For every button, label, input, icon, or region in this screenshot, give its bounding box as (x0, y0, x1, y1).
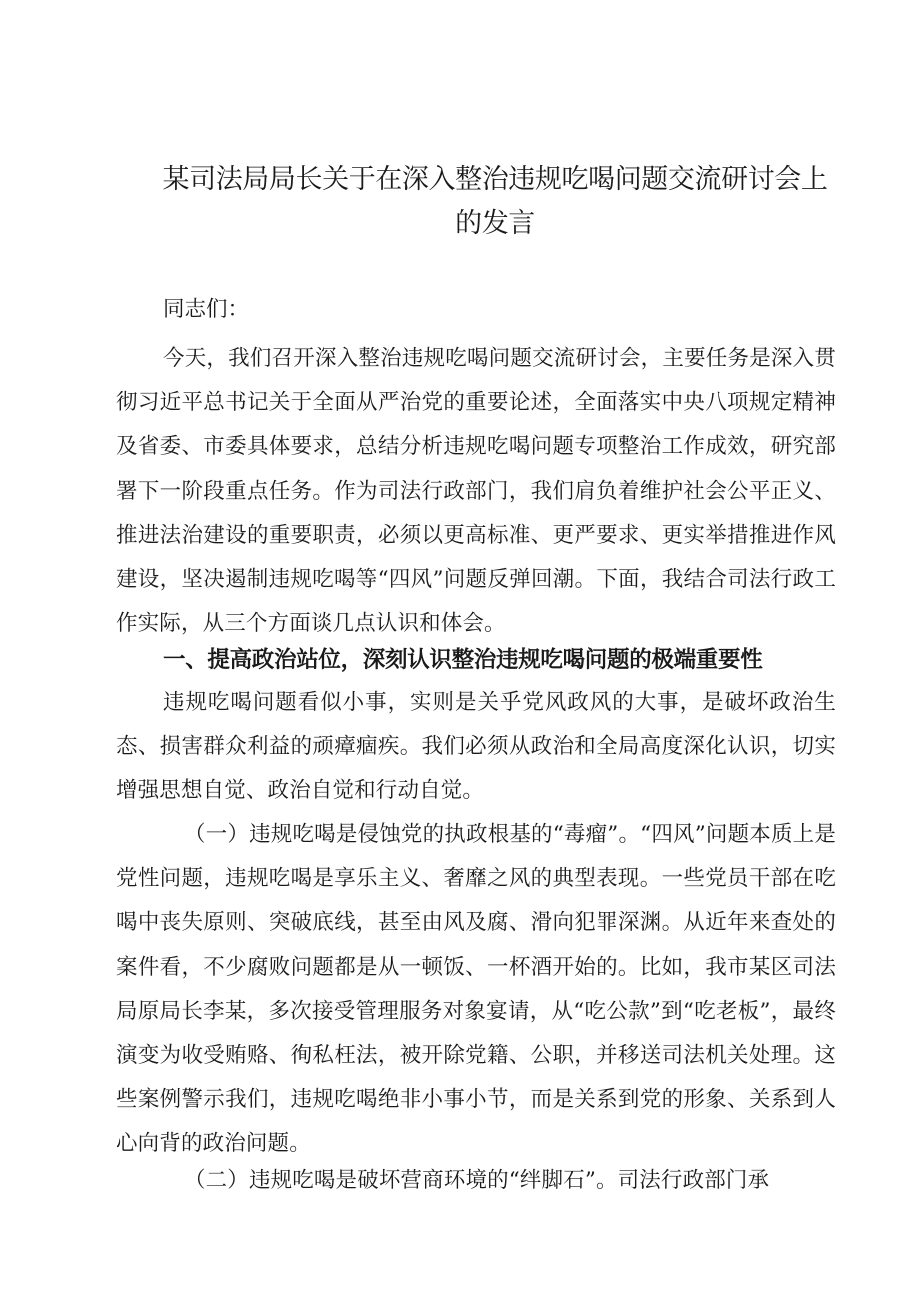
section-1-lead-paragraph: 违规吃喝问题看似小事，实则是关乎党风政风的大事，是破坏政治生态、损害群众利益的顽瘴痼疾。我们必须从政治和全局高度深化认识，切实增强思想自觉、政治自觉和行动自觉。 (116, 690, 836, 804)
section-1-point-2-paragraph: （二）违规吃喝是破坏营商环境的“绊脚石”。司法行政部门承 (184, 1168, 770, 1193)
section-heading-1: 一、提高政治站位，深刻认识整治违规吃喝问题的极端重要性 (163, 647, 763, 673)
section-1-point-1-paragraph: （一）违规吃喝是侵蚀党的执政根基的“毒瘤”。“四风”问题本质上是党性问题，违规吃喝是享乐主义、奢靡之风的典型表现。一些党员干部在吃喝中丧失原则、突破底线，甚至由风及腐、滑向犯罪深渊。从近年来查处的案件看，不少腐败问题都是从一顿饭、一杯酒开始的。比如，我市某区司法局原局长李某，多次接受管理服务对象宴请，从“吃公款”到“吃老板”，最终演变为收受贿赂、徇私枉法，被开除党籍、公职，并移送司法机关处理。这些案例警示我们，违规吃喝绝非小事小节，而是关系到党的形象、关系到人心向背的政治问题。 (116, 822, 836, 1157)
salutation: 同志们： (163, 297, 250, 322)
document-title: 某司法局局长关于在深入整治违规吃喝问题交流研讨会上的发言 (162, 164, 828, 239)
intro-paragraph: 今天，我们召开深入整治违规吃喝问题交流研讨会，主要任务是深入贯彻习近平总书记关于全面从严治党的重要论述，全面落实中央八项规定精神及省委、市委具体要求，总结分析违规吃喝问题专项整治工作成效，研究部署下一阶段重点任务。作为司法行政部门，我们肩负着维护社会公平正义、推进法治建设的重要职责，必须以更高标准、更严要求、更实举措推进作风建设，坚决遏制违规吃喝等“四风”问题反弹回潮。下面，我结合司法行政工作实际，从三个方面谈几点认识和体会。 (116, 346, 836, 637)
